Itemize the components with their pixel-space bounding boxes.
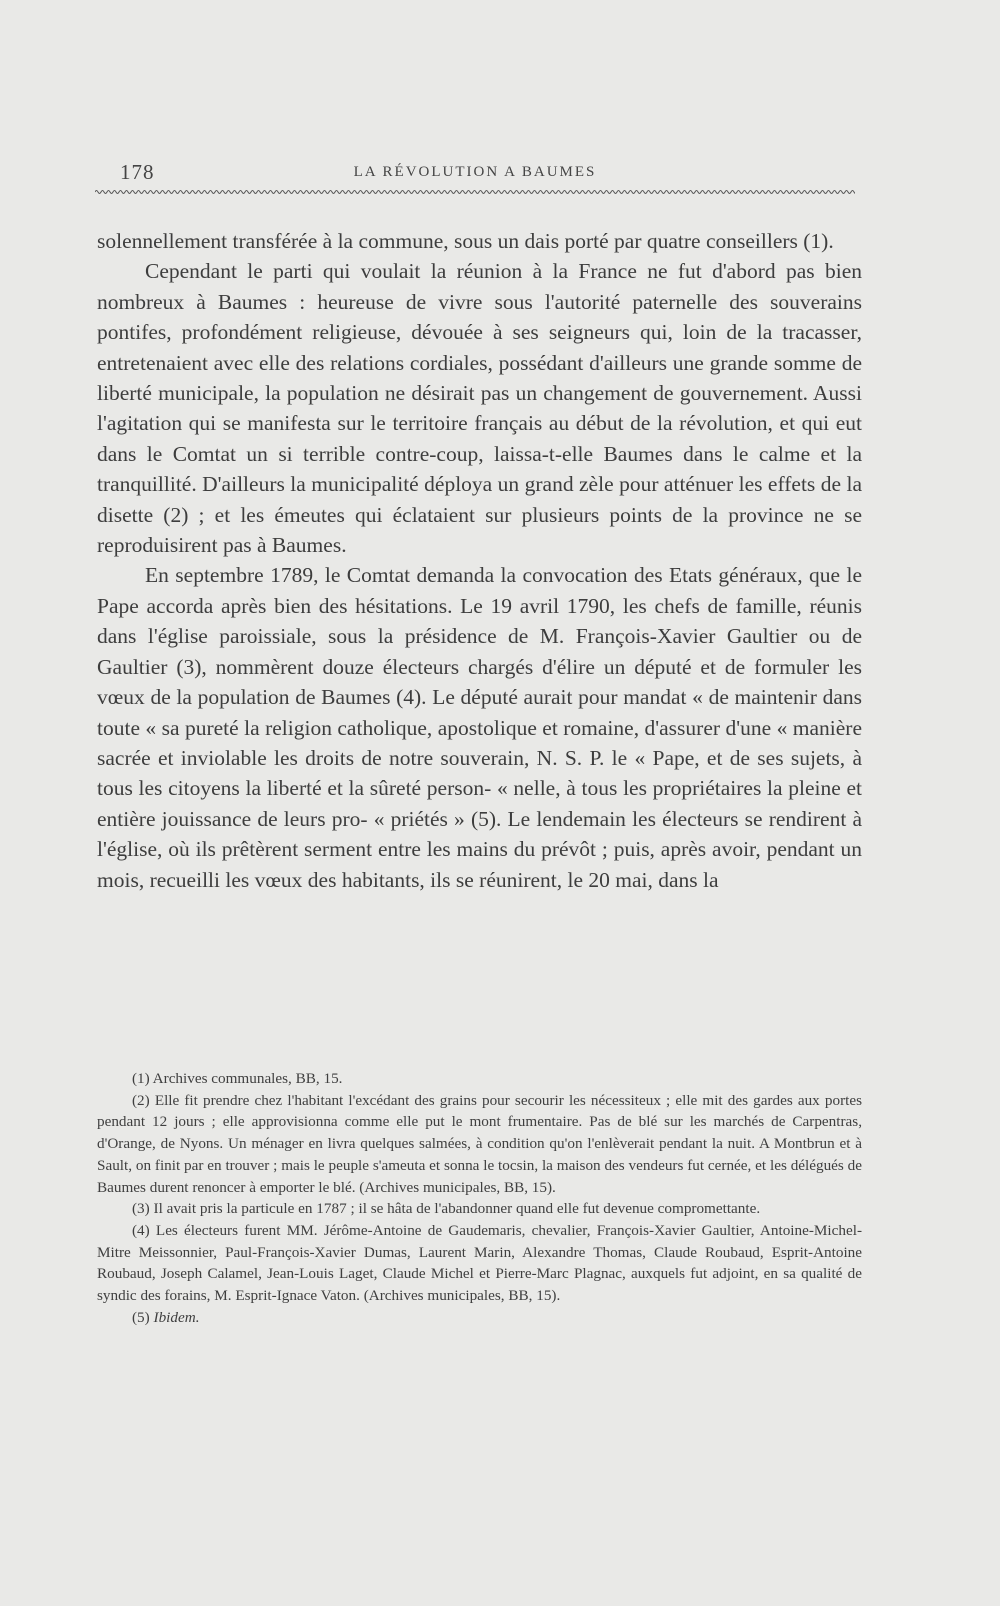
running-head bbox=[95, 160, 855, 190]
paragraph: solennellement transférée à la commune, sous un dais porté par quatre conseillers (1). bbox=[97, 229, 834, 253]
page-number: 178 bbox=[120, 160, 155, 184]
footnotes bbox=[97, 1068, 862, 1328]
footnote: (4) Les électeurs furent MM. Jérôme-Antoine de Gaudemaris, chevalier, François-Xavier Gaultier, Antoine-Michel-Mitre Meissonnier, Paul-François-Xavier Dumas, Laurent Marin, Alexandre Thomas, Claude Roubaud, Esprit-Antoine Roubaud, Joseph Calamel, Jean-Louis Laget, Claude Michel et Pierre-Marc Plagnac, auxquels fut adjoint, en sa qualité de syndic des forains, M. Esprit-Ignace Vaton. (Archives municipales, BB, 15). bbox=[97, 1221, 862, 1305]
footnote bbox=[97, 1307, 862, 1329]
footnote-number: (5) bbox=[132, 1308, 150, 1326]
footnote: (2) Elle fit prendre chez l'habitant l'excédant des grains pour secourir les nécessiteux ; elle mit des gardes aux portes pendant 12 jours ; elle approvisionna comme elle put le mont frumentaire. Pas de blé sur les marchés de Carpentras, d'Orange, de Nyons. Un ménager en livra quelques salmées, à condition qu'on l'enlèverait pendant la nuit. A Montbrun et à Sault, on finit par en trouver ; mais le peuple s'ameuta et sonna le tocsin, la maison des vendeurs fut cernée, et les délégués de Baumes durent renoncer à emporter le blé. (Archives municipales, BB, 15). bbox=[97, 1091, 862, 1196]
running-title: LA RÉVOLUTION A BAUMES bbox=[353, 164, 597, 180]
paragraph: En septembre 1789, le Comtat demanda la convocation des Etats généraux, que le Pape accorda après bien des hésitations. Le 19 avril 1790, les chefs de famille, réunis dans l'église paroissiale, sous la présidence de M. François-Xavier Gaultier ou de Gaultier (3), nommèrent douze électeurs chargés d'élire un député et de formuler les vœux de la population de Baumes (4). Le député aurait pour mandat « de maintenir dans toute « sa pureté la religion catholique, apostolique et romaine, d'assurer d'une « manière sacrée et inviolable les droits de notre souverain, N. S. P. le « Pape, et de ses sujets, à tous les citoyens la liberté et la sûreté person- « nelle, à tous les propriétaires la pleine et entière jouissance de leurs pro- « priétés » (5). Le lendemain les électeurs se rendirent à l'église, où ils prêtèrent serment entre les mains du prévôt ; puis, après avoir, pendant un mois, recueilli les vœux des habitants, ils se réunirent, le 20 mai, dans la bbox=[97, 563, 862, 892]
footnote: (3) Il avait pris la particule en 1787 ; il se hâta de l'abandonner quand elle fut devenue compromettante. bbox=[132, 1200, 761, 1218]
wavy-rule-divider bbox=[95, 188, 855, 196]
footnote: (1) Archives communales, BB, 15. bbox=[132, 1070, 343, 1087]
paragraph: Cependant le parti qui voulait la réunion à la France ne fut d'abord pas bien nombreux à Baumes : heureuse de vivre sous l'autorité paternelle des souverains pontifes, profondément religieuse, dévouée à ses seigneurs qui, loin de la tracasser, entretenaient avec elle des relations cordiales, possédant d'ailleurs une grande somme de liberté municipale, la population ne désirait pas un changement de gouvernement. Aussi l'agitation qui se manifesta sur le territoire français au début de la révolution, et qui eut dans le Comtat un si terrible contre-coup, laissa-t-elle Baumes dans le calme et la tranquillité. D'ailleurs la municipalité déploya un grand zèle pour atténuer les effets de la disette (2) ; et les émeutes qui éclataient sur plusieurs points de la province ne se reproduisirent pas à Baumes. bbox=[97, 259, 862, 558]
main-text bbox=[97, 226, 862, 895]
footnote-text: Ibidem. bbox=[153, 1308, 200, 1326]
